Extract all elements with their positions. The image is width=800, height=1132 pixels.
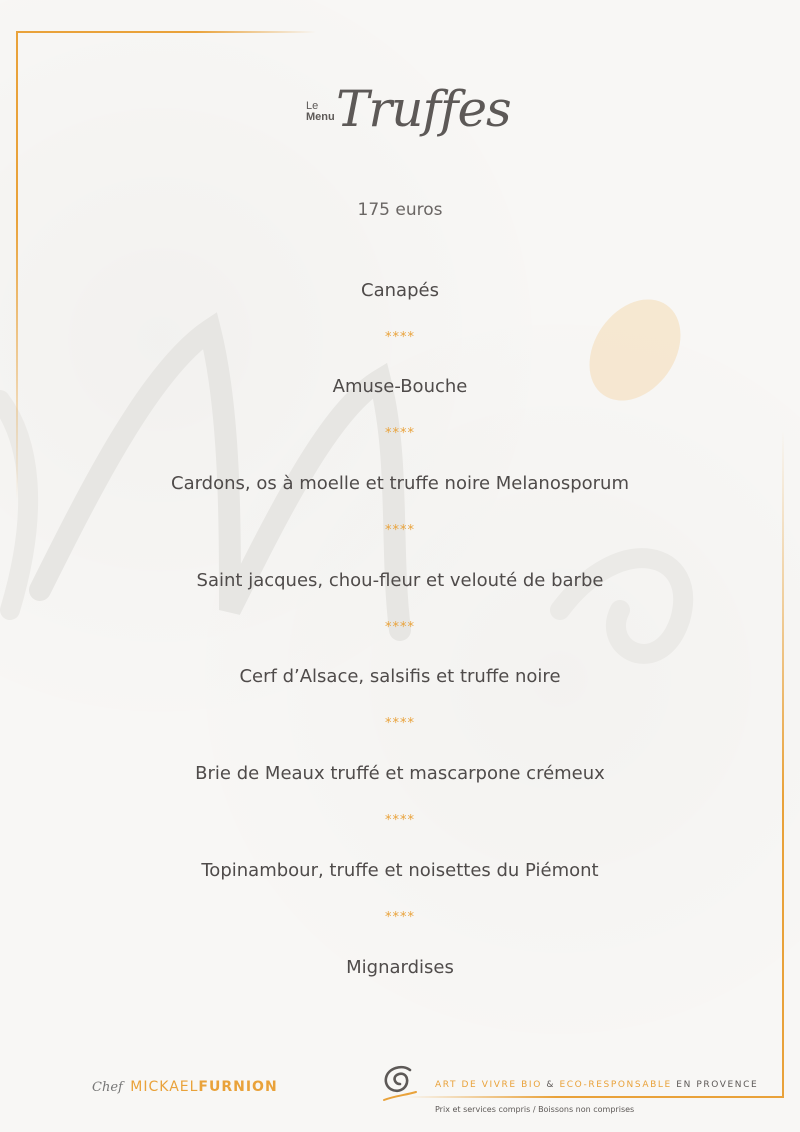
chef-first-name: MICKAEL	[130, 1079, 199, 1095]
course-separator: ****	[385, 330, 415, 345]
course-item: Cerf d’Alsace, salsifis et truffe noire	[239, 666, 561, 687]
brand-tagline	[435, 1080, 758, 1090]
logo-title: Truffes	[336, 80, 511, 138]
course-separator: ****	[385, 813, 415, 828]
course-item: Mignardises	[346, 957, 454, 978]
course-separator: ****	[385, 910, 415, 925]
course-item: Amuse-Bouche	[332, 376, 468, 397]
tagline-part2: ECO-RESPONSABLE	[559, 1080, 672, 1090]
course-separator: ****	[385, 620, 415, 635]
course-separator: ****	[385, 523, 415, 538]
menu-logo	[300, 78, 511, 158]
course-item: Cardons, os à moelle et truffe noire Melanosporum	[171, 473, 629, 494]
course-item: Saint jacques, chou-fleur et velouté de barbe	[196, 570, 604, 591]
watermark-monogram	[0, 290, 800, 710]
chef-signature	[92, 1079, 278, 1095]
course-item: Brie de Meaux truffé et mascarpone crémeux	[195, 763, 605, 784]
logo-menu: Menu	[306, 111, 335, 123]
course-item: Topinambour, truffe et noisettes du Piémont	[201, 860, 599, 881]
menu-price: 175 euros	[357, 200, 443, 220]
course-separator: ****	[385, 716, 415, 731]
course-separator: ****	[385, 426, 415, 441]
logo-le: Le	[306, 100, 319, 112]
course-item: Canapés	[361, 280, 439, 301]
frame-top-border	[16, 31, 316, 33]
tagline-amp: &	[546, 1080, 555, 1090]
chef-last-name: FURNION	[198, 1079, 278, 1095]
chef-prefix: Chef	[92, 1080, 123, 1095]
tagline-part1: ART DE VIVRE BIO	[435, 1080, 542, 1090]
tagline-part3: EN PROVENCE	[676, 1080, 759, 1090]
frame-bottom-border	[404, 1096, 784, 1098]
pricing-note: Prix et services compris / Boissons non comprises	[435, 1105, 635, 1114]
brand-swirl-icon	[380, 1062, 420, 1106]
